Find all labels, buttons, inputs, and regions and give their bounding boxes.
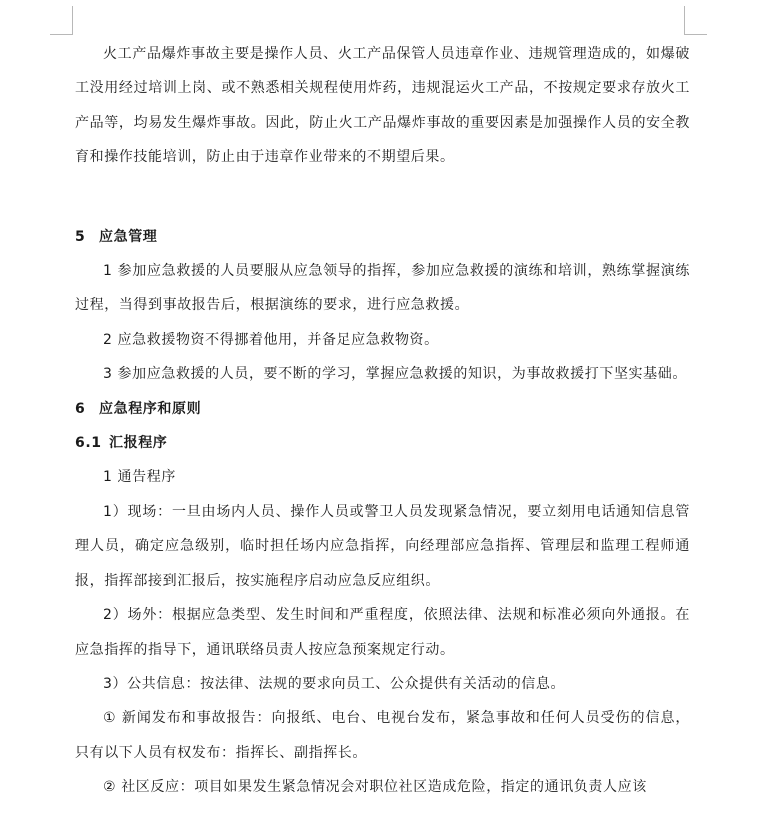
- section-6-heading: [75, 392, 690, 426]
- crop-mark-top-left: [50, 6, 73, 35]
- paragraph-gap: [75, 175, 690, 220]
- section-6-1-item-6: ② 社区反应：项目如果发生紧急情况会对职位社区造成危险，指定的通讯负责人应该: [103, 779, 647, 796]
- section-5-heading: [75, 220, 690, 254]
- section-6-1-number: 6.1: [75, 435, 102, 452]
- section-6-1-item-3: 2）场外：根据应急类型、发生时间和严重程度，依照法律、法规和标准必须向外通报。在应急指挥的指导下，通讯联络员责人按应急预案规定行动。: [75, 607, 690, 658]
- section-5-number: 5: [75, 228, 86, 245]
- section-6-1-item-2: 1）现场：一旦由场内人员、操作人员或警卫人员发现紧急情况，要立刻用电话通知信息管理人员，确定应急级别，临时担任场内应急指挥，向经理部应急指挥、管理层和监理工程师通报，指挥部接到汇报后，按实施程序启动应急反应组织。: [75, 503, 690, 589]
- section-5-title: 应急管理: [99, 228, 158, 245]
- intro-paragraph: 火工产品爆炸事故主要是操作人员、火工产品保管人员违章作业、违规管理造成的，如爆破工没用经过培训上岗、或不熟悉相关规程使用炸药，违规混运火工产品，不按规定要求存放火工产品等，均易发生爆炸事故。因此，防止火工产品爆炸事故的重要因素是加强操作人员的安全教育和操作技能培训，防止由于违章作业带来的不期望后果。: [75, 46, 690, 166]
- section-5-item-2: 2 应急救援物资不得挪着他用，并备足应急救物资。: [103, 331, 439, 348]
- section-6-1-title: 汇报程序: [109, 435, 168, 452]
- section-6-1-item-1: 1 通告程序: [103, 469, 176, 486]
- section-6-1-heading: [75, 426, 690, 460]
- section-6-number: 6: [75, 400, 86, 417]
- section-6-1-item-4: 3）公共信息：按法律、法规的要求向员工、公众提供有关活动的信息。: [103, 675, 566, 692]
- section-6-title: 应急程序和原则: [99, 400, 202, 417]
- section-5-item-1: 1 参加应急救援的人员要服从应急领导的指挥，参加应急救援的演练和培训，熟练掌握演练过程，当得到事故报告后，根据演练的要求，进行应急救援。: [75, 263, 690, 314]
- section-5-item-3: 3 参加应急救援的人员，要不断的学习，掌握应急救援的知识，为事故救援打下坚实基础。: [103, 366, 687, 383]
- section-6-1-item-5: ① 新闻发布和事故报告：向报纸、电台、电视台发布，紧急事故和任何人员受伤的信息，只有以下人员有权发布：指挥长、副指挥长。: [75, 710, 690, 761]
- crop-mark-top-right: [684, 6, 707, 35]
- document-body: [75, 37, 690, 805]
